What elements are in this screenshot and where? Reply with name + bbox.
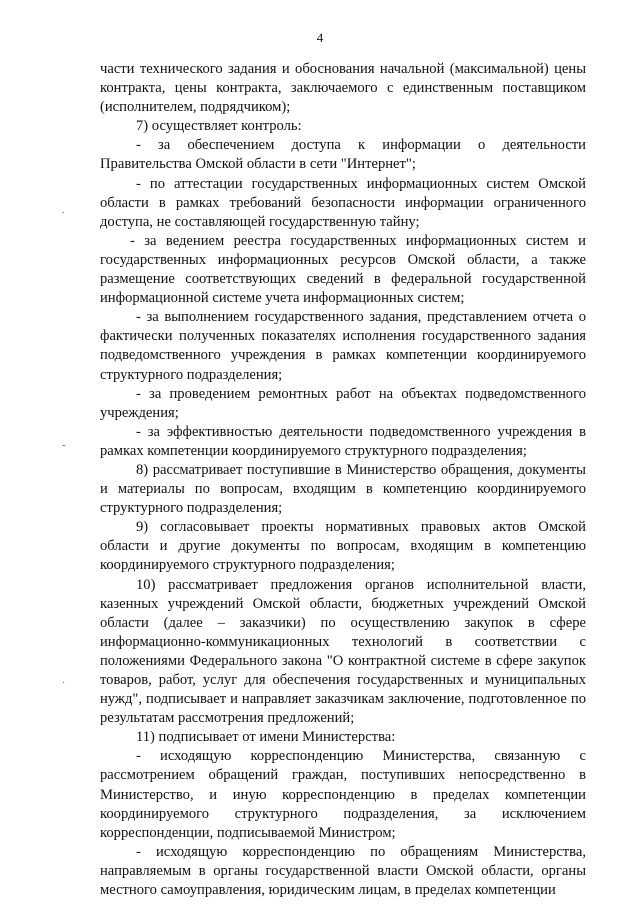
paragraph: - за эффективностью деятельности подведомственного учреждения в рамках компетенции координируемого структурного подразделения;	[100, 423, 586, 459]
paragraph: 8) рассматривает поступившие в Министерство обращения, документы и материалы по вопросам, входящим в компетенцию координируемого структурного подразделения;	[100, 461, 586, 517]
paragraph: - за выполнением государственного задания, представлением отчета о фактически полученных показателях исполнения государственного задания подведомственного учреждения в рамках компетенции координируемого структурного подразделения;	[100, 309, 586, 383]
paragraph: 7) осуществляет контроль:	[136, 118, 302, 135]
document-body	[100, 60, 586, 900]
paragraph: - за обеспечением доступа к информации о деятельности Правительства Омской области в сети "Интернет";	[100, 137, 586, 173]
paragraph: - по аттестации государственных информационных систем Омской области в рамках требований безопасности информации ограниченного доступа, не составляющей государственную тайну;	[100, 175, 586, 230]
paragraph: 9) согласовывает проекты нормативных правовых актов Омской области и другие документы по вопросам, входящим в компетенцию координируемого структурного подразделения;	[100, 519, 586, 574]
scan-mark: ·	[62, 678, 66, 689]
paragraph: - за ведением реестра государственных информационных систем и государственных информационных ресурсов Омской области, а также размещение соответствующих сведений в федеральной государственной информационной системе учета информационных систем;	[100, 232, 586, 307]
paragraph: 10) рассматривает предложения органов исполнительной власти, казенных учреждений Омской области, бюджетных учреждений Омской области (далее – заказчики) по осуществлению закупок в сфере информационно-коммуникационных технологий в соответствии с положениями Федерального закона "О контрактной системе в сфере закупок товаров, работ, услуг для обеспечения государственных и муниципальных нужд", подписывает и направляет заказчикам заключение, подготовленное по результатам рассмотрения предложений;	[100, 576, 586, 727]
paragraph: 11) подписывает от имени Министерства:	[136, 729, 396, 746]
paragraph: - исходящую корреспонденцию Министерства, связанную с рассмотрением обращений граждан, поступивших непосредственно в Министерство, и иную корреспонденцию в пределах компетенции координируемого структурного подразделения, за исключением корреспонденции, подписываемой Министром;	[100, 748, 586, 841]
scan-mark: -	[62, 440, 66, 451]
paragraph: - за проведением ремонтных работ на объектах подведомственного учреждения;	[100, 385, 586, 421]
paragraph: - исходящую корреспонденцию по обращениям Министерства, направляемым в органы государственной власти Омской области, органы местного самоуправления, юридическим лицам, в пределах компетенции	[100, 843, 586, 899]
scan-mark: .	[62, 205, 65, 216]
paragraph: части технического задания и обоснования начальной (максимальной) цены контракта, цены контракта, заключаемого с единственным поставщиком (исполнителем, подрядчиком);	[100, 61, 586, 116]
page-number: 4	[316, 30, 324, 45]
